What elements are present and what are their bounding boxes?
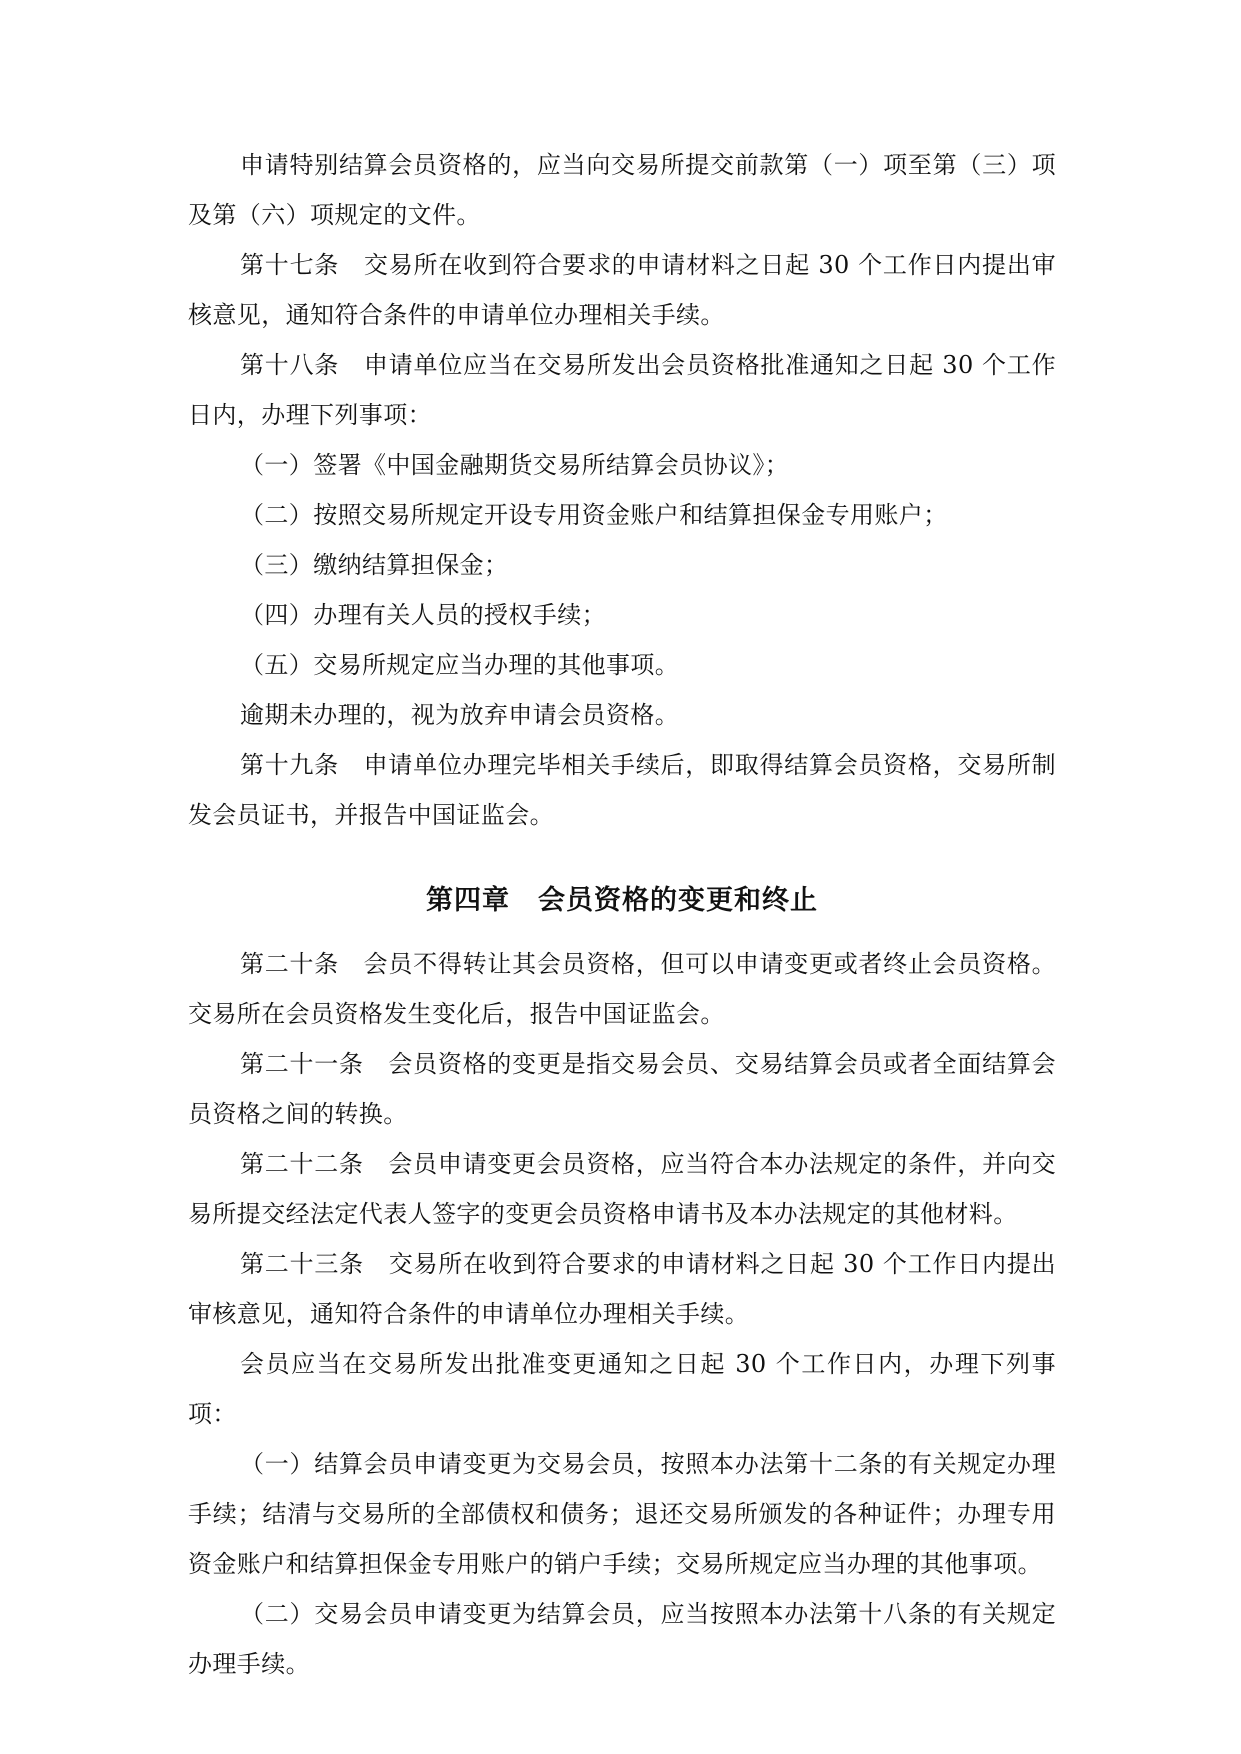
document-page	[188, 140, 1056, 1689]
chapter-heading: 第四章 会员资格的变更和终止	[426, 885, 818, 916]
paragraph: 会员应当在交易所发出批准变更通知之日起 30 个工作日内，办理下列事项：	[188, 1350, 1056, 1428]
list-item: （二）交易会员申请变更为结算会员，应当按照本办法第十八条的有关规定办理手续。	[188, 1600, 1056, 1678]
article-18: 第十八条 申请单位应当在交易所发出会员资格批准通知之日起 30 个工作日内，办理下列事项：	[188, 351, 1056, 429]
article-17: 第十七条 交易所在收到符合要求的申请材料之日起 30 个工作日内提出审核意见，通知符合条件的申请单位办理相关手续。	[188, 251, 1056, 329]
article-21: 第二十一条 会员资格的变更是指交易会员、交易结算会员或者全面结算会员资格之间的转换。	[188, 1050, 1056, 1128]
list-item: （一）签署《中国金融期货交易所结算会员协议》；	[240, 451, 790, 479]
list-item: （四）办理有关人员的授权手续；	[240, 601, 606, 629]
list-item: （一）结算会员申请变更为交易会员，按照本办法第十二条的有关规定办理手续；结清与交易所的全部债权和债务；退还交易所颁发的各种证件；办理专用资金账户和结算担保金专用账户的销户手续；交易所规定应当办理的其他事项。	[188, 1450, 1056, 1578]
article-22: 第二十二条 会员申请变更会员资格，应当符合本办法规定的条件，并向交易所提交经法定代表人签字的变更会员资格申请书及本办法规定的其他材料。	[188, 1150, 1056, 1228]
paragraph: 申请特别结算会员资格的，应当向交易所提交前款第（一）项至第（三）项及第（六）项规定的文件。	[188, 151, 1056, 229]
paragraph: 逾期未办理的，视为放弃申请会员资格。	[240, 701, 680, 729]
article-23: 第二十三条 交易所在收到符合要求的申请材料之日起 30 个工作日内提出审核意见，通知符合条件的申请单位办理相关手续。	[188, 1250, 1056, 1328]
list-item: （二）按照交易所规定开设专用资金账户和结算担保金专用账户；	[240, 501, 948, 529]
list-item: （五）交易所规定应当办理的其他事项。	[240, 651, 680, 679]
list-item: （三）缴纳结算担保金；	[240, 551, 509, 579]
article-20: 第二十条 会员不得转让其会员资格，但可以申请变更或者终止会员资格。交易所在会员资格发生变化后，报告中国证监会。	[188, 950, 1056, 1028]
article-19: 第十九条 申请单位办理完毕相关手续后，即取得结算会员资格，交易所制发会员证书，并报告中国证监会。	[188, 751, 1056, 829]
